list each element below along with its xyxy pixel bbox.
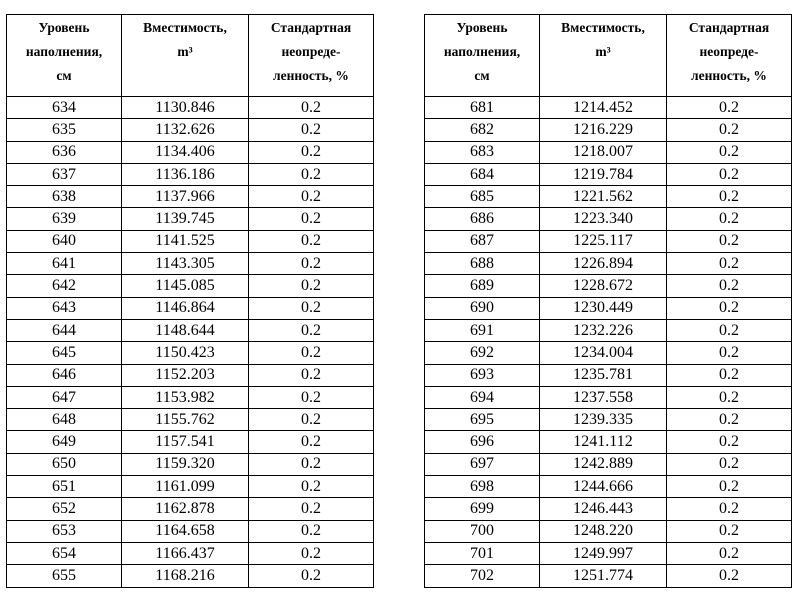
header-row: [425, 15, 792, 97]
cell-capacity: 1148.644: [122, 319, 249, 341]
table-row: [425, 364, 792, 386]
cell-uncertainty: 0.2: [249, 186, 374, 208]
cell-uncertainty: 0.2: [667, 542, 792, 564]
table-row: [425, 342, 792, 364]
cell-uncertainty: 0.2: [667, 186, 792, 208]
table-row: [7, 97, 374, 119]
calibration-table-left: [6, 14, 374, 588]
cell-uncertainty: 0.2: [667, 275, 792, 297]
header-row: [7, 15, 374, 97]
header-uncertainty: Стандартная неопреде- ленность, %: [249, 15, 374, 97]
cell-fill-level: 693: [425, 364, 540, 386]
cell-fill-level: 639: [7, 208, 122, 230]
table-row: [425, 453, 792, 475]
table-row: [7, 342, 374, 364]
cell-fill-level: 701: [425, 542, 540, 564]
cell-uncertainty: 0.2: [249, 386, 374, 408]
table-row: [7, 476, 374, 498]
cell-capacity: 1150.423: [122, 342, 249, 364]
table-row: [425, 297, 792, 319]
cell-capacity: 1137.966: [122, 186, 249, 208]
cell-uncertainty: 0.2: [667, 208, 792, 230]
cell-capacity: 1164.658: [122, 520, 249, 542]
cell-capacity: 1168.216: [122, 565, 249, 587]
table-row: [7, 520, 374, 542]
cell-capacity: 1234.004: [540, 342, 667, 364]
cell-uncertainty: 0.2: [249, 208, 374, 230]
cell-fill-level: 640: [7, 230, 122, 252]
cell-uncertainty: 0.2: [667, 476, 792, 498]
cell-fill-level: 690: [425, 297, 540, 319]
cell-uncertainty: 0.2: [249, 520, 374, 542]
header-fill-level: Уровень наполнения, см: [7, 15, 122, 97]
table-row: [7, 364, 374, 386]
table-row: [7, 297, 374, 319]
table-row: [7, 453, 374, 475]
table-row: [425, 253, 792, 275]
cell-uncertainty: 0.2: [249, 453, 374, 475]
cell-capacity: 1218.007: [540, 141, 667, 163]
cell-capacity: 1242.889: [540, 453, 667, 475]
table-row: [425, 208, 792, 230]
cell-uncertainty: 0.2: [667, 297, 792, 319]
cell-uncertainty: 0.2: [249, 97, 374, 119]
calibration-table-right: [424, 14, 792, 588]
cell-uncertainty: 0.2: [249, 565, 374, 587]
cell-capacity: 1219.784: [540, 163, 667, 185]
cell-uncertainty: 0.2: [667, 386, 792, 408]
table-row: [7, 498, 374, 520]
cell-capacity: 1153.982: [122, 386, 249, 408]
cell-capacity: 1225.117: [540, 230, 667, 252]
table-row: [7, 208, 374, 230]
cell-capacity: 1145.085: [122, 275, 249, 297]
cell-fill-level: 654: [7, 542, 122, 564]
cell-fill-level: 695: [425, 409, 540, 431]
table-row: [425, 119, 792, 141]
table-row: [7, 163, 374, 185]
cell-fill-level: 644: [7, 319, 122, 341]
cell-uncertainty: 0.2: [667, 565, 792, 587]
cell-fill-level: 646: [7, 364, 122, 386]
cell-fill-level: 645: [7, 342, 122, 364]
table-row: [7, 119, 374, 141]
cell-uncertainty: 0.2: [249, 163, 374, 185]
cell-fill-level: 689: [425, 275, 540, 297]
cell-uncertainty: 0.2: [249, 542, 374, 564]
table-row: [425, 163, 792, 185]
cell-capacity: 1143.305: [122, 253, 249, 275]
cell-uncertainty: 0.2: [249, 230, 374, 252]
cell-uncertainty: 0.2: [667, 119, 792, 141]
cell-capacity: 1216.229: [540, 119, 667, 141]
cell-fill-level: 692: [425, 342, 540, 364]
table-row: [7, 230, 374, 252]
cell-fill-level: 696: [425, 431, 540, 453]
cell-fill-level: 641: [7, 253, 122, 275]
cell-fill-level: 648: [7, 409, 122, 431]
cell-uncertainty: 0.2: [249, 409, 374, 431]
cell-capacity: 1157.541: [122, 431, 249, 453]
table-row: [7, 141, 374, 163]
cell-uncertainty: 0.2: [249, 431, 374, 453]
table-row: [425, 498, 792, 520]
cell-capacity: 1232.226: [540, 319, 667, 341]
cell-fill-level: 697: [425, 453, 540, 475]
cell-uncertainty: 0.2: [667, 520, 792, 542]
cell-fill-level: 686: [425, 208, 540, 230]
cell-capacity: 1235.781: [540, 364, 667, 386]
cell-uncertainty: 0.2: [667, 163, 792, 185]
table-row: [7, 275, 374, 297]
cell-uncertainty: 0.2: [667, 431, 792, 453]
cell-fill-level: 651: [7, 476, 122, 498]
cell-fill-level: 653: [7, 520, 122, 542]
cell-capacity: 1161.099: [122, 476, 249, 498]
cell-fill-level: 681: [425, 97, 540, 119]
cell-capacity: 1241.112: [540, 431, 667, 453]
cell-uncertainty: 0.2: [667, 230, 792, 252]
cell-fill-level: 694: [425, 386, 540, 408]
cell-uncertainty: 0.2: [249, 297, 374, 319]
cell-capacity: 1230.449: [540, 297, 667, 319]
table-row: [425, 319, 792, 341]
cell-capacity: 1136.186: [122, 163, 249, 185]
cell-fill-level: 649: [7, 431, 122, 453]
cell-fill-level: 685: [425, 186, 540, 208]
cell-uncertainty: 0.2: [667, 141, 792, 163]
cell-uncertainty: 0.2: [249, 498, 374, 520]
cell-fill-level: 650: [7, 453, 122, 475]
table-row: [7, 542, 374, 564]
cell-capacity: 1152.203: [122, 364, 249, 386]
cell-fill-level: 634: [7, 97, 122, 119]
table-row: [7, 386, 374, 408]
cell-fill-level: 684: [425, 163, 540, 185]
header-capacity: Вместимость, m³: [540, 15, 667, 97]
cell-uncertainty: 0.2: [667, 498, 792, 520]
cell-capacity: 1223.340: [540, 208, 667, 230]
table-row: [425, 565, 792, 587]
cell-fill-level: 655: [7, 565, 122, 587]
cell-capacity: 1132.626: [122, 119, 249, 141]
table-row: [7, 409, 374, 431]
cell-uncertainty: 0.2: [667, 319, 792, 341]
table-row: [425, 230, 792, 252]
cell-fill-level: 702: [425, 565, 540, 587]
cell-capacity: 1214.452: [540, 97, 667, 119]
cell-capacity: 1130.846: [122, 97, 249, 119]
cell-uncertainty: 0.2: [249, 342, 374, 364]
cell-fill-level: 647: [7, 386, 122, 408]
cell-uncertainty: 0.2: [249, 364, 374, 386]
cell-uncertainty: 0.2: [667, 97, 792, 119]
cell-capacity: 1146.864: [122, 297, 249, 319]
table-row: [7, 253, 374, 275]
cell-uncertainty: 0.2: [249, 319, 374, 341]
table-row: [425, 97, 792, 119]
cell-fill-level: 652: [7, 498, 122, 520]
table-row: [7, 565, 374, 587]
cell-uncertainty: 0.2: [249, 119, 374, 141]
cell-uncertainty: 0.2: [667, 342, 792, 364]
cell-capacity: 1249.997: [540, 542, 667, 564]
cell-uncertainty: 0.2: [667, 253, 792, 275]
cell-capacity: 1162.878: [122, 498, 249, 520]
header-uncertainty: Стандартная неопреде- ленность, %: [667, 15, 792, 97]
table-row: [425, 275, 792, 297]
table-row: [425, 520, 792, 542]
cell-fill-level: 699: [425, 498, 540, 520]
cell-capacity: 1155.762: [122, 409, 249, 431]
table-row: [425, 386, 792, 408]
cell-fill-level: 700: [425, 520, 540, 542]
cell-uncertainty: 0.2: [249, 275, 374, 297]
cell-uncertainty: 0.2: [249, 141, 374, 163]
cell-capacity: 1226.894: [540, 253, 667, 275]
cell-fill-level: 687: [425, 230, 540, 252]
table-row: [425, 186, 792, 208]
cell-fill-level: 638: [7, 186, 122, 208]
cell-capacity: 1237.558: [540, 386, 667, 408]
cell-capacity: 1228.672: [540, 275, 667, 297]
cell-capacity: 1139.745: [122, 208, 249, 230]
table-row: [7, 431, 374, 453]
header-capacity: Вместимость, m³: [122, 15, 249, 97]
cell-capacity: 1246.443: [540, 498, 667, 520]
cell-fill-level: 635: [7, 119, 122, 141]
cell-capacity: 1248.220: [540, 520, 667, 542]
cell-uncertainty: 0.2: [249, 476, 374, 498]
cell-capacity: 1134.406: [122, 141, 249, 163]
cell-capacity: 1159.320: [122, 453, 249, 475]
cell-fill-level: 698: [425, 476, 540, 498]
cell-uncertainty: 0.2: [667, 364, 792, 386]
cell-capacity: 1141.525: [122, 230, 249, 252]
cell-capacity: 1221.562: [540, 186, 667, 208]
cell-capacity: 1244.666: [540, 476, 667, 498]
table-row: [425, 542, 792, 564]
cell-uncertainty: 0.2: [667, 409, 792, 431]
table-row: [425, 431, 792, 453]
table-row: [7, 186, 374, 208]
cell-uncertainty: 0.2: [249, 253, 374, 275]
cell-fill-level: 636: [7, 141, 122, 163]
cell-fill-level: 642: [7, 275, 122, 297]
cell-fill-level: 643: [7, 297, 122, 319]
cell-fill-level: 691: [425, 319, 540, 341]
cell-capacity: 1166.437: [122, 542, 249, 564]
cell-fill-level: 682: [425, 119, 540, 141]
table-row: [7, 319, 374, 341]
cell-capacity: 1239.335: [540, 409, 667, 431]
cell-fill-level: 688: [425, 253, 540, 275]
header-fill-level: Уровень наполнения, см: [425, 15, 540, 97]
cell-fill-level: 637: [7, 163, 122, 185]
table-row: [425, 409, 792, 431]
cell-fill-level: 683: [425, 141, 540, 163]
table-row: [425, 141, 792, 163]
cell-uncertainty: 0.2: [667, 453, 792, 475]
table-row: [425, 476, 792, 498]
cell-capacity: 1251.774: [540, 565, 667, 587]
